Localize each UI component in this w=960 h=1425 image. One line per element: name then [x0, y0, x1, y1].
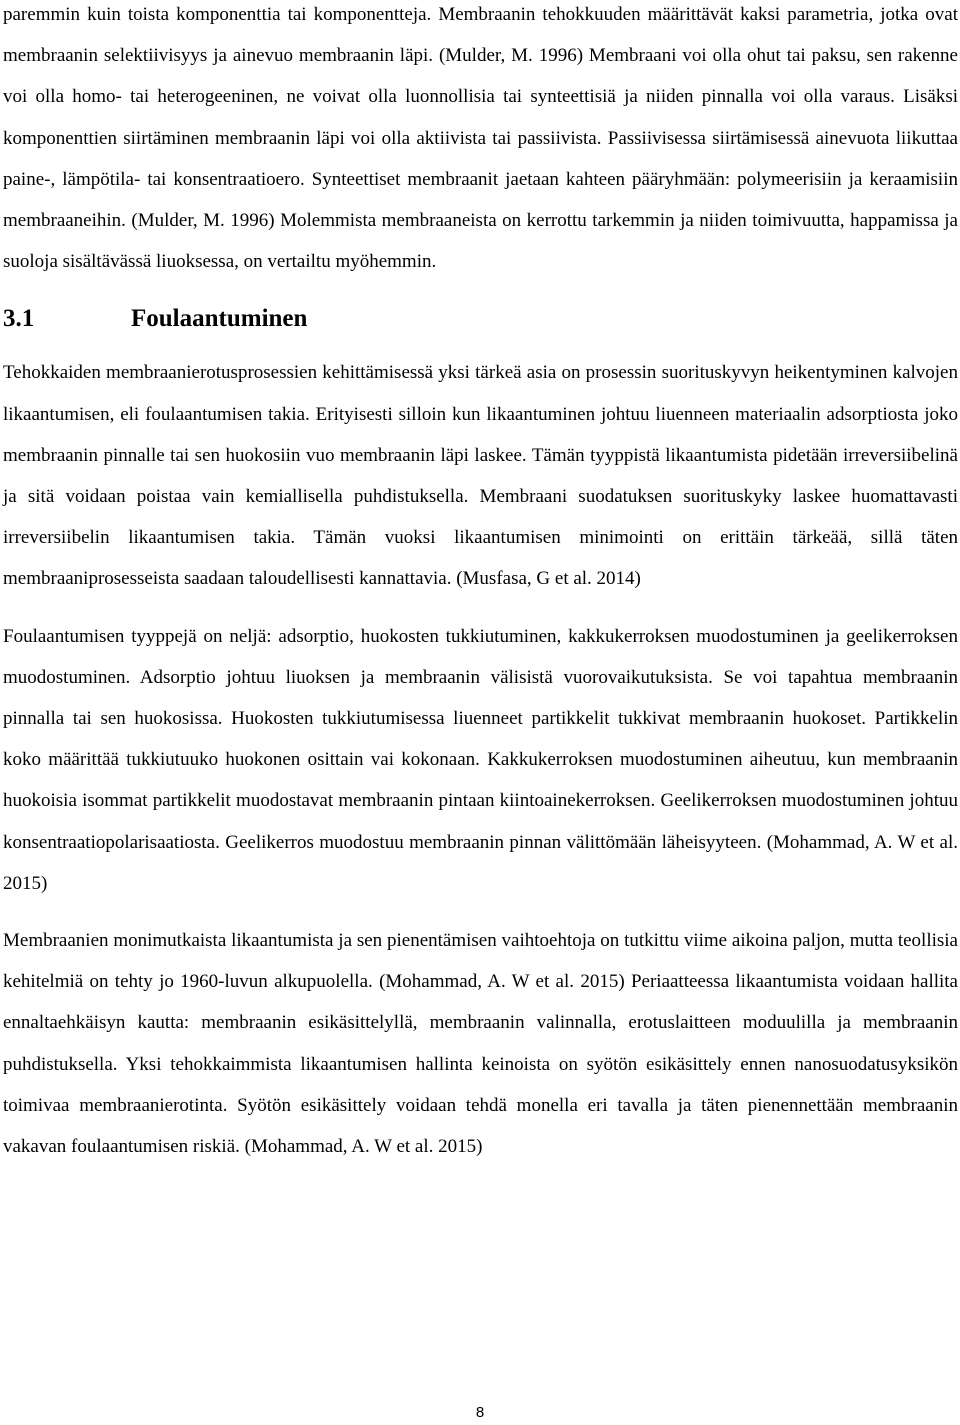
intro-paragraph: paremmin kuin toista komponenttia tai komponentteja. Membraanin tehokkuuden määrittävät kaksi parametria, jotka ovat membraanin selektiivisyys ja ainevuo membraanin läpi. (Mulder, M. 1996) Membraani voi olla ohut tai paksu, sen rakenne voi olla homo- tai heterogeeninen, ne voivat olla luonnollisia tai synteettisiä ja niiden pinnalla voi olla varaus. Lisäksi komponenttien siirtäminen membraanin läpi voi olla aktiivista tai passiivista. Passiivisessa siirtämisessä ainevuota liikuttaa paine-, lämpötila- tai konsentraatioero. Synteettiset membraanit jaetaan kahteen pääryhmään: polymeerisiin ja keraamisiin membraaneihin. (Mulder, M. 1996) Molemmista membraaneista on kerrottu tarkemmin ja niiden toimivuutta, happamissa ja suoloja sisältävässä liuoksessa, on vertailtu myöhemmin. [3, 4, 958, 273]
section-number: 3.1 [3, 305, 35, 333]
section-heading [3, 298, 958, 340]
section-title: Foulaantuminen [131, 305, 308, 333]
paragraph-fouling-overview: Tehokkaiden membraanierotusprosessien kehittämisessä yksi tärkeä asia on prosessin suorituskyvyn heikentyminen kalvojen likaantumisen, eli foulaantumisen takia. Erityisesti silloin kun likaantuminen johtuu liuenneen materiaalin adsorptiosta joko membraanin pinnalle tai sen huokosiin vuo membraanin läpi laskee. Tämän tyyppistä likaantumista pidetään irreversiibelinä ja sitä voidaan poistaa vain kemiallisella puhdistuksella. Membraani suodatuksen suorituskyky laskee huomattavasti irreversiibelin likaantumisen takia. Tämän vuoksi likaantumisen minimointi on erittäin tärkeää, sillä täten membraaniprosesseista saadaan taloudellisesti kannattavia. (Musfasa, G et al. 2014) [3, 362, 958, 590]
paragraph-fouling-types: Foulaantumisen tyyppejä on neljä: adsorptio, huokosten tukkiutuminen, kakkukerroksen muodostuminen ja geelikerroksen muodostuminen. Adsorptio johtuu liuoksen ja membraanin välisistä vuorovaikutuksista. Se voi tapahtua membraanin pinnalla tai sen huokosissa. Huokosten tukkiutumisessa liuenneet partikkelit tukkivat membraanin huokoset. Partikkelin koko määrittää tukkiutuuko huokonen osittain vai kokonaan. Kakkukerroksen muodostuminen aiheutuu, kun membraanin huokoisia isommat partikkelit muodostavat membraanin pintaan kiintoainekerroksen. Geelikerroksen muodostuminen johtuu konsentraatiopolarisaatiosta. Geelikerros muodostuu membraanin pinnan välittömään läheisyyteen. (Mohammad, A. W et al. 2015) [3, 625, 958, 894]
paragraph-fouling-control: Membraanien monimutkaista likaantumista ja sen pienentämisen vaihtoehtoja on tutkittu viime aikoina paljon, mutta teollisia kehitelmiä on tehty jo 1960-luvun alkupuolella. (Mohammad, A. W et al. 2015) Periaatteessa likaantumista voidaan hallita ennaltaehkäisyn kautta: membraanin esikäsittelyllä, membraanin valinnalla, erotuslaitteen moduulilla ja membraanin puhdistuksella. Yksi tehokkaimmista likaantumisen hallinta keinoista on syötön esikäsittely ennen nanosuodatusyksikön toimivaa membraanierotinta. Syötön esikäsittely voidaan tehdä monella eri tavalla ja täten pienennettään membraanin vakavan foulaantumisen riskiä. (Mohammad, A. W et al. 2015) [3, 930, 958, 1158]
page-number: 8 [475, 1404, 485, 1421]
